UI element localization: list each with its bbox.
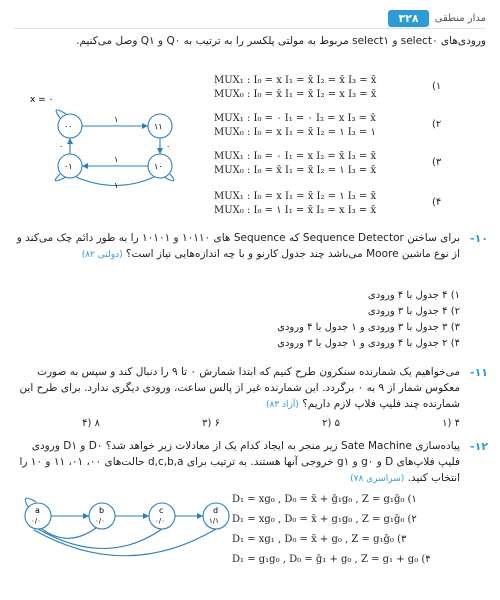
mux-option-4-line1: MUX₁ : I₀ = x I₁ = x̄ I₂ = ۱ I₃ = x̄ [214,191,377,202]
question-number: -۱۱ [470,366,488,379]
book-title: مدار منطقی [434,12,486,24]
option-number: (۱ [432,81,442,92]
state-d-output: ۱/۱ [209,517,219,525]
edge-label: ۱ [114,181,119,190]
diagram1-x-label: x = ۰ [30,95,54,105]
state-a-output: ۰/۰ [31,517,41,525]
q12-option-2: D₁ = xg₀ , D₀ = x̄ + g₁g₀ , Z = g₁ḡ₀ (۲ [232,514,417,525]
option-number: (۲ [432,119,442,130]
page-number: ۳۲۸ [388,10,428,27]
question-12-source: (سراسری ۷۸) [350,474,405,484]
page-header [388,8,486,28]
question-11-text [12,364,460,413]
edge-label: ۱ [114,155,119,164]
mux-option-2-line1: MUX₁ : I₀ = ۰ I₁ = ۰ I₂ = x I₃ = x̄ [214,113,376,124]
state-11: ۱۱ [154,122,163,131]
question-10-source: (دولتی ۸۲) [81,250,123,260]
mux-option-3-line2: MUX₀ : I₀ = x̄ I₁ = x̄ I₂ = ۱ I₃ = x̄ [214,165,377,176]
option-number: (۳ [432,157,442,168]
state-00: ۰۰ [64,122,73,131]
state-b-output: ۰/۰ [95,517,105,525]
mux-option-3-line1: MUX₁ : I₀ = ۰ I₁ = x I₂ = x̄ I₃ = x̄ [214,151,377,162]
state-01: ۰۱ [64,162,73,171]
option-number: (۴ [432,197,442,208]
q11-option-3: ۶ (۳ [202,418,220,429]
state-b: b [99,506,105,515]
q12-option-4: D₁ = g₁g₀ , D₀ = ḡ₁ + g₀ , Z = g₁ + g₀ (۴ [232,554,431,565]
state-c: c [159,506,164,515]
question-11-body: می‌خواهیم یک شمارنده سنکرون طرح کنیم که ابتدا شمارش ۰ تا ۹ را دنبال کند و سپس به صورت معکوس شمار از ۹ به ۰ برگردد. این شمارنده غیر از پالس ساعت، ورودی دیگری ندارد. برای طرح این شمارنده چند فلیپ فلاپ لازم داریم؟ [19,366,460,410]
state-c-output: ۰/۰ [155,517,165,525]
question-10-text [12,230,460,263]
question-10-body: برای ساختن Sequence Detector که Sequence های ۱۰۱۱۰ و ۱۰۱۰۱ را به طور دائم چک می‌کند و از نوع ماشین Moore می‌باشد چند جدول کارنو و با چه اندازه‌هایی نیاز است؟ [16,232,460,260]
header-divider [14,28,486,29]
question-12-text [12,438,460,487]
intro-text: ورودی‌های select۰ و select۱ مربوط به مولتی پلکسر را به ترتیب به Q۰ و Q۱ وصل می‌کنیم. [76,35,486,47]
q11-option-1: ۴ (۱ [442,418,460,429]
question-number: -۱۲ [470,440,488,453]
question-12-body: پیاده‌سازی Sate Machine زیر منجر به ایجاد کدام یک از معادلات زیر خواهد شد؟ D۰ و D۱ ورودی فلیپ فلاپ‌های D و g۰ و g۱ خروجی آنها هستند. به ترتیب برای d,c,b,a حالت‌های ۰۰، ۰۱، ۱۱ و ۱۰ را انتخاب کنید. [19,440,460,484]
q11-option-4: ۸ (۴ [82,418,100,429]
q10-option-3: ۳) ۳ جدول با ۳ ورودی و ۱ جدول با ۴ ورودی [277,322,460,333]
q11-option-2: ۵ (۲ [322,418,340,429]
q10-option-2: ۲) ۴ جدول با ۳ ورودی [367,306,460,317]
question-number: -۱۰ [470,232,488,245]
state-diagram-1 [26,84,202,190]
q10-option-1: ۱) ۴ جدول با ۴ ورودی [367,290,460,301]
q12-option-1: D₁ = xg₀ , D₀ = x̄ + ḡ₁g₀ , Z = g₁ḡ₀ (۱ [232,494,417,505]
edge-label: ۰ [166,142,171,151]
mux-option-4-line2: MUX₀ : I₀ = ۱ I₁ = x̄ I₂ = x I₃ = x̄ [214,205,377,216]
question-11-source: (آزاد ۸۳) [265,400,299,410]
state-a: a [35,506,40,515]
q12-option-3: D₁ = xg₁ , D₀ = x̄ + g₀ , Z = g₁ḡ₀ (۳ [232,534,407,545]
state-diagram-2 [16,490,236,578]
state-d: d [213,506,219,515]
edge-label: ۰ [59,142,64,151]
q10-option-4: ۴) ۲ جدول با ۴ ورودی و ۱ جدول با ۳ ورودی [277,338,460,349]
state-10: ۱۰ [154,162,163,171]
edge-label: ۱ [114,115,119,124]
mux-option-1-line1: MUX₁ : I₀ = x I₁ = x̄ I₂ = x̄ I₃ = x̄ [214,75,377,86]
mux-option-2-line2: MUX₀ : I₀ = x I₁ = x̄ I₂ = ۱ I₃ = ۱ [214,127,376,138]
mux-option-1-line2: MUX₀ : I₀ = x̄ I₁ = x̄ I₂ = x I₃ = x̄ [214,89,377,100]
